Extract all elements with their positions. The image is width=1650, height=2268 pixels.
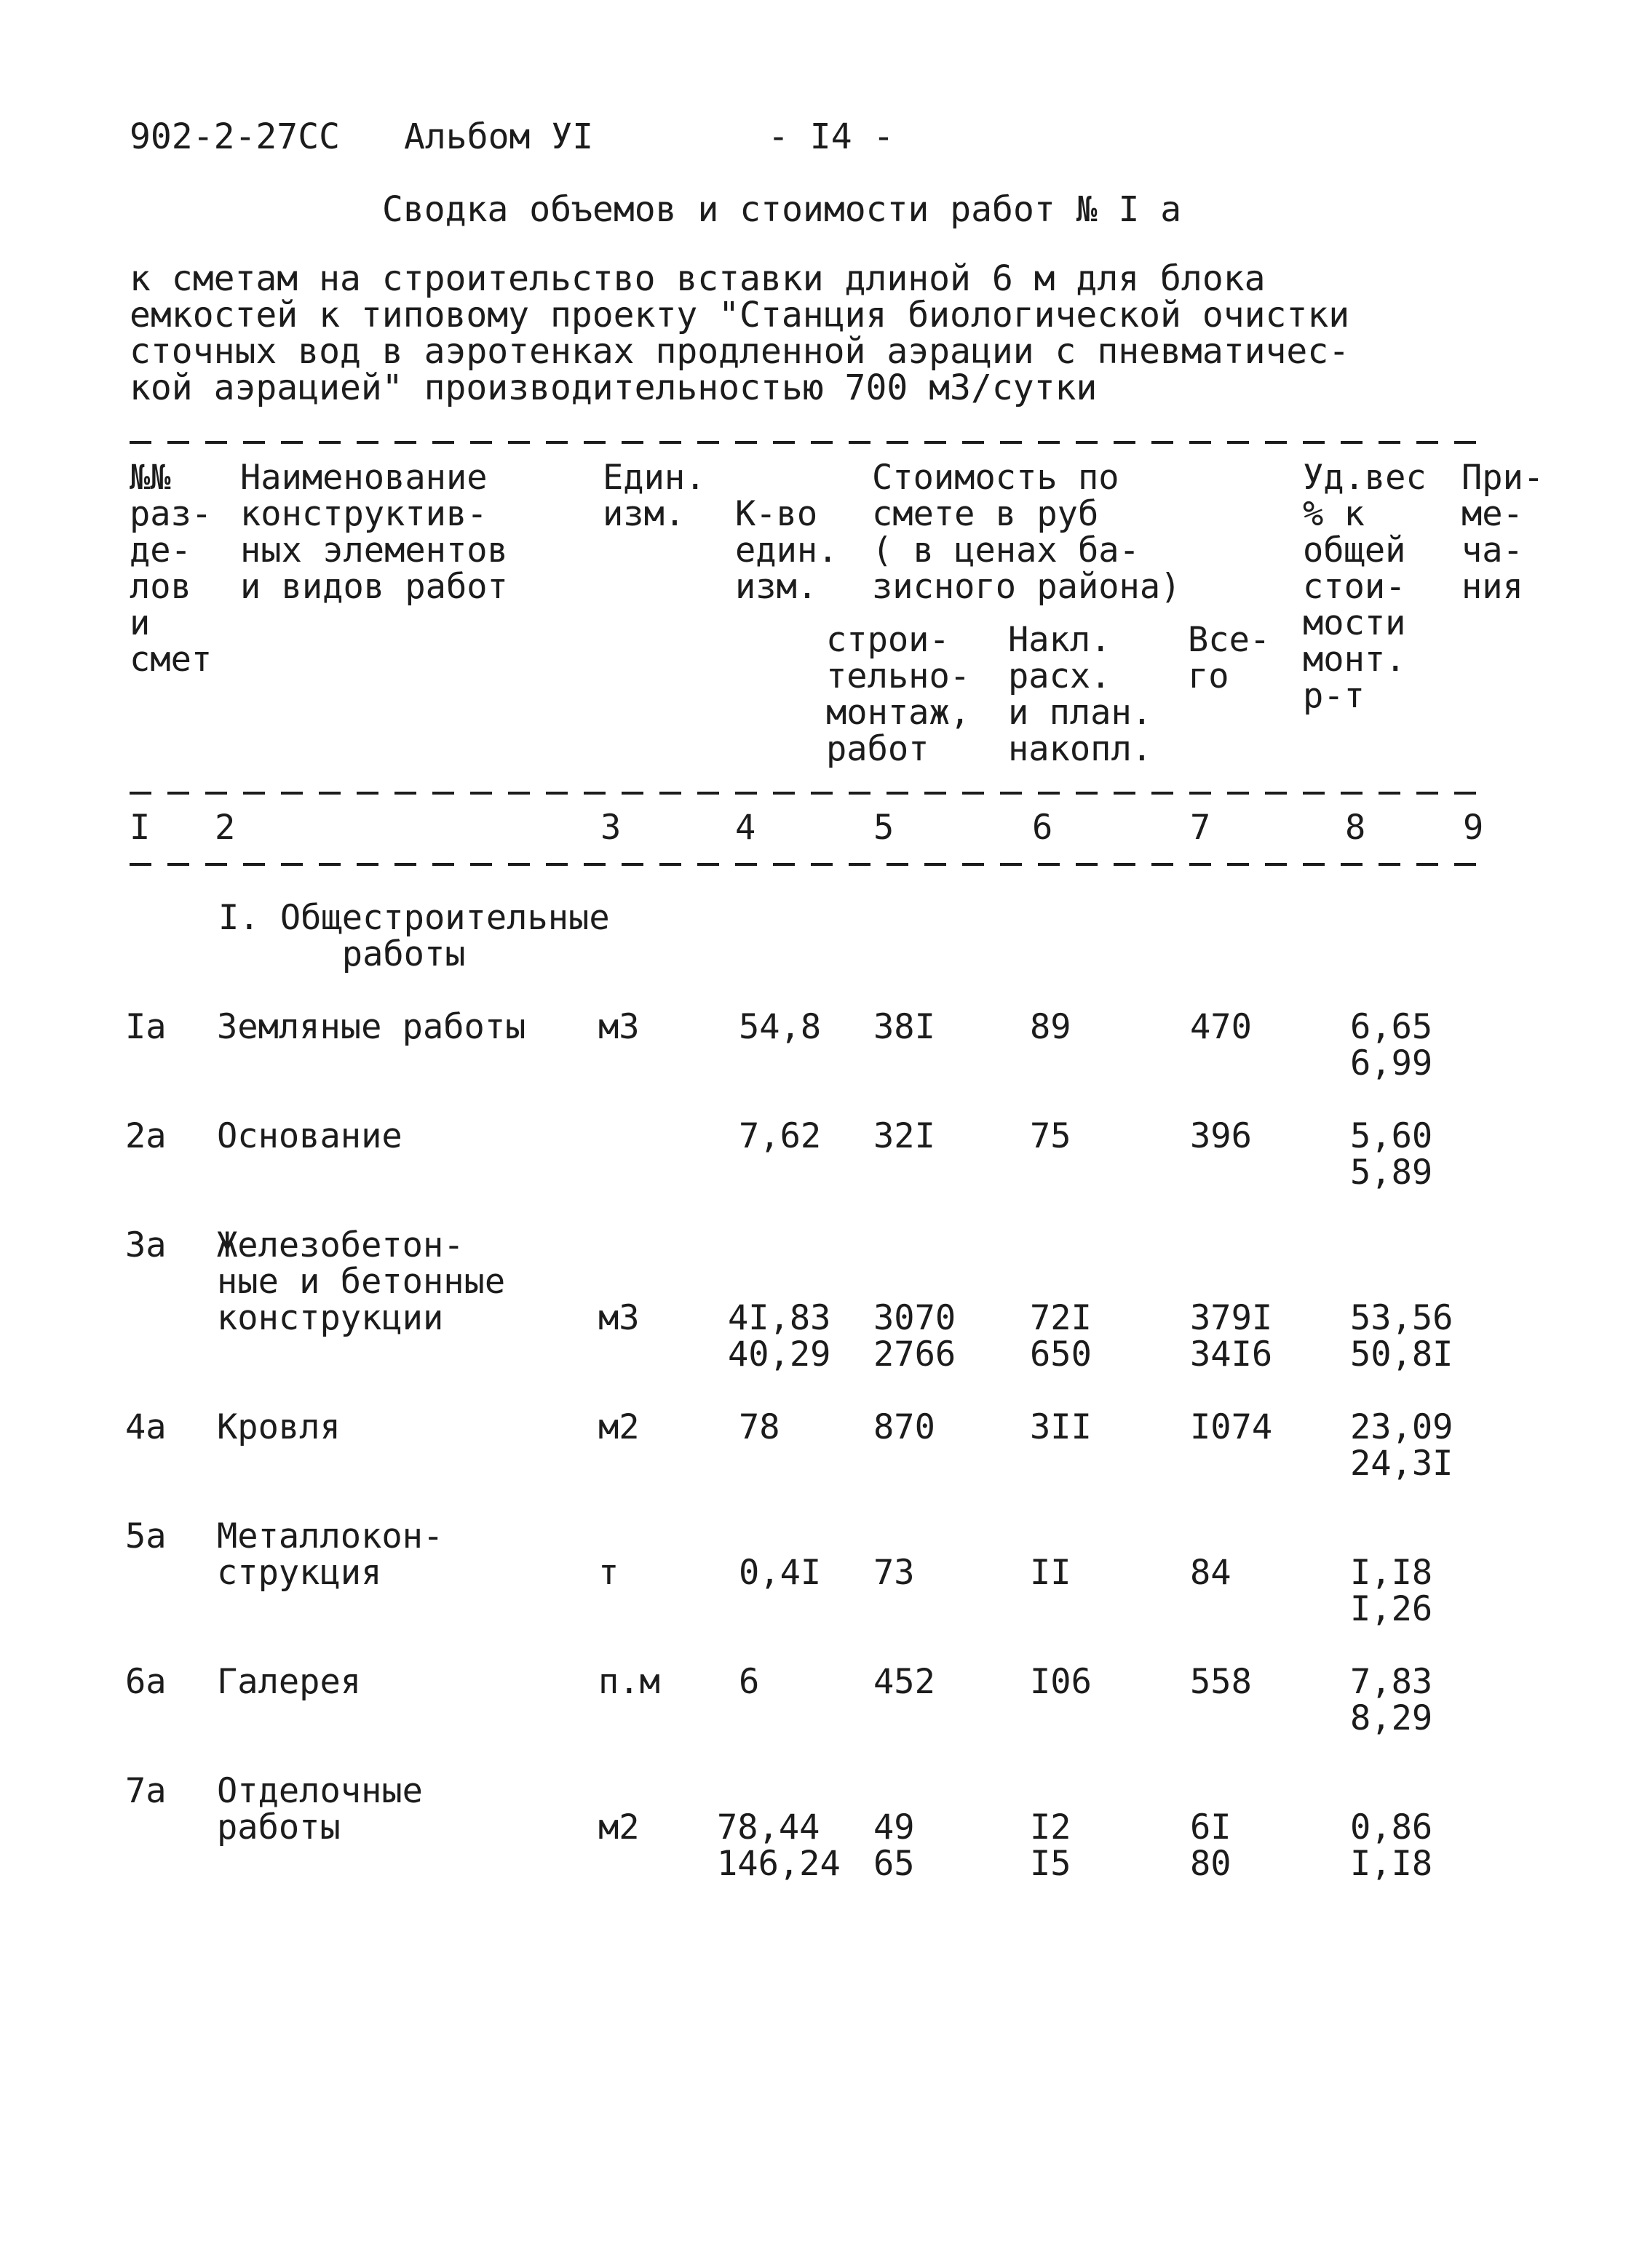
header-cost-group: Стоимость по смете в руб ( в ценах ба- зисного района) bbox=[872, 458, 1181, 607]
column-number: 5 bbox=[873, 808, 895, 848]
row-quantity: 0,4I bbox=[739, 1553, 822, 1593]
subtitle-line: кой аэрацией" производительностью 700 м3/сутки bbox=[130, 367, 1098, 408]
row-unit: п.м bbox=[598, 1662, 660, 1702]
subtitle bbox=[130, 260, 1349, 406]
row-construction-cost: 452 bbox=[873, 1662, 935, 1702]
row-name: Галерея bbox=[217, 1662, 362, 1702]
row-number: 6а bbox=[125, 1662, 167, 1702]
row-share: 5,60 5,89 bbox=[1350, 1116, 1433, 1193]
column-number: 7 bbox=[1190, 808, 1211, 848]
row-number: Iа bbox=[125, 1007, 167, 1047]
row-construction-cost: 38I bbox=[873, 1007, 935, 1047]
row-name: Земляные работы bbox=[217, 1007, 526, 1047]
row-number: 2а bbox=[125, 1116, 167, 1156]
row-share: 53,56 50,8I bbox=[1350, 1298, 1453, 1374]
header-quantity: К-во един. изм. bbox=[735, 494, 838, 607]
row-overhead: I2 I5 bbox=[1030, 1807, 1071, 1884]
column-number: I bbox=[130, 808, 151, 848]
row-construction-cost: 73 bbox=[873, 1553, 915, 1593]
column-number: 2 bbox=[215, 808, 236, 848]
header-unit: Един. изм. bbox=[603, 458, 706, 534]
column-number: 8 bbox=[1345, 808, 1366, 848]
header-item-name: Наименование конструктив- ных элементов и видов работ bbox=[240, 458, 508, 607]
row-overhead: 89 bbox=[1030, 1007, 1071, 1047]
column-number: 9 bbox=[1463, 808, 1484, 848]
row-share: 23,09 24,3I bbox=[1350, 1407, 1453, 1484]
header-share: Уд.вес % к общей стои- мости монт. р-т bbox=[1303, 458, 1427, 716]
document-code: 902-2-27СС bbox=[130, 116, 340, 157]
row-quantity: 6 bbox=[739, 1662, 760, 1702]
row-share: 0,86 I,I8 bbox=[1350, 1807, 1433, 1884]
subtitle-line: сточных вод в аэротенках продленной аэрации с пневматичес- bbox=[130, 331, 1350, 372]
row-share: 6,65 6,99 bbox=[1350, 1007, 1433, 1083]
header-section-number: №№ раз- де- лов и смет bbox=[130, 458, 213, 680]
header-total: Все- го bbox=[1188, 620, 1271, 696]
row-share: I,I8 I,26 bbox=[1350, 1553, 1433, 1629]
row-unit: т bbox=[598, 1553, 619, 1593]
row-overhead: 75 bbox=[1030, 1116, 1071, 1156]
table-top-rule bbox=[130, 441, 1478, 444]
row-construction-cost: 3070 2766 bbox=[873, 1298, 956, 1374]
row-overhead: 3II bbox=[1030, 1407, 1092, 1447]
row-overhead: 72I 650 bbox=[1030, 1298, 1092, 1374]
page-number: - I4 - bbox=[768, 116, 895, 157]
row-quantity: 78 bbox=[739, 1407, 780, 1447]
row-number: 7а bbox=[125, 1771, 167, 1811]
row-number: 4а bbox=[125, 1407, 167, 1447]
header-overhead: Накл. расх. и план. накопл. bbox=[1008, 620, 1153, 769]
column-numbers-rule bbox=[130, 863, 1478, 866]
row-unit: м3 bbox=[598, 1298, 640, 1338]
row-quantity: 4I,83 40,29 bbox=[728, 1298, 831, 1374]
row-construction-cost: 49 65 bbox=[873, 1807, 915, 1884]
row-name: Кровля bbox=[217, 1407, 341, 1447]
row-number: 3а bbox=[125, 1225, 167, 1265]
row-unit: м3 bbox=[598, 1007, 640, 1047]
column-number: 6 bbox=[1032, 808, 1053, 848]
row-name: Отделочные работы bbox=[217, 1771, 423, 1847]
row-number: 5а bbox=[125, 1516, 167, 1556]
row-quantity: 7,62 bbox=[739, 1116, 822, 1156]
row-unit: м2 bbox=[598, 1407, 640, 1447]
subtitle-line: к сметам на строительство вставки длиной 6 м для блока bbox=[130, 258, 1266, 299]
header-notes: При- ме- ча- ния bbox=[1461, 458, 1544, 607]
row-construction-cost: 870 bbox=[873, 1407, 935, 1447]
header-construction-cost: строи- тельно- монтаж, работ bbox=[826, 620, 971, 769]
row-share: 7,83 8,29 bbox=[1350, 1662, 1433, 1738]
row-quantity: 78,44 146,24 bbox=[717, 1807, 841, 1884]
row-unit: м2 bbox=[598, 1807, 640, 1847]
row-total: I074 bbox=[1190, 1407, 1273, 1447]
section-title: I. Общестроительные работы bbox=[218, 898, 610, 974]
row-total: 379I 34I6 bbox=[1190, 1298, 1273, 1374]
row-total: 470 bbox=[1190, 1007, 1252, 1047]
row-overhead: II bbox=[1030, 1553, 1071, 1593]
row-total: 558 bbox=[1190, 1662, 1252, 1702]
column-number: 4 bbox=[735, 808, 756, 848]
column-number: 3 bbox=[600, 808, 622, 848]
header-bottom-rule bbox=[130, 792, 1478, 795]
row-total: 84 bbox=[1190, 1553, 1231, 1593]
row-construction-cost: 32I bbox=[873, 1116, 935, 1156]
row-quantity: 54,8 bbox=[739, 1007, 822, 1047]
row-overhead: I06 bbox=[1030, 1662, 1092, 1702]
row-name: Металлокон- струкция bbox=[217, 1516, 444, 1593]
row-name: Основание bbox=[217, 1116, 402, 1156]
subtitle-line: емкостей к типовому проекту "Станция биологической очистки bbox=[130, 295, 1350, 335]
album-label: Альбом УI bbox=[404, 116, 594, 157]
row-name: Железобетон- ные и бетонные конструкции bbox=[217, 1225, 506, 1338]
page-title: Сводка объемов и стоимости работ № I а bbox=[382, 189, 1182, 230]
row-total: 396 bbox=[1190, 1116, 1252, 1156]
row-total: 6I 80 bbox=[1190, 1807, 1231, 1884]
